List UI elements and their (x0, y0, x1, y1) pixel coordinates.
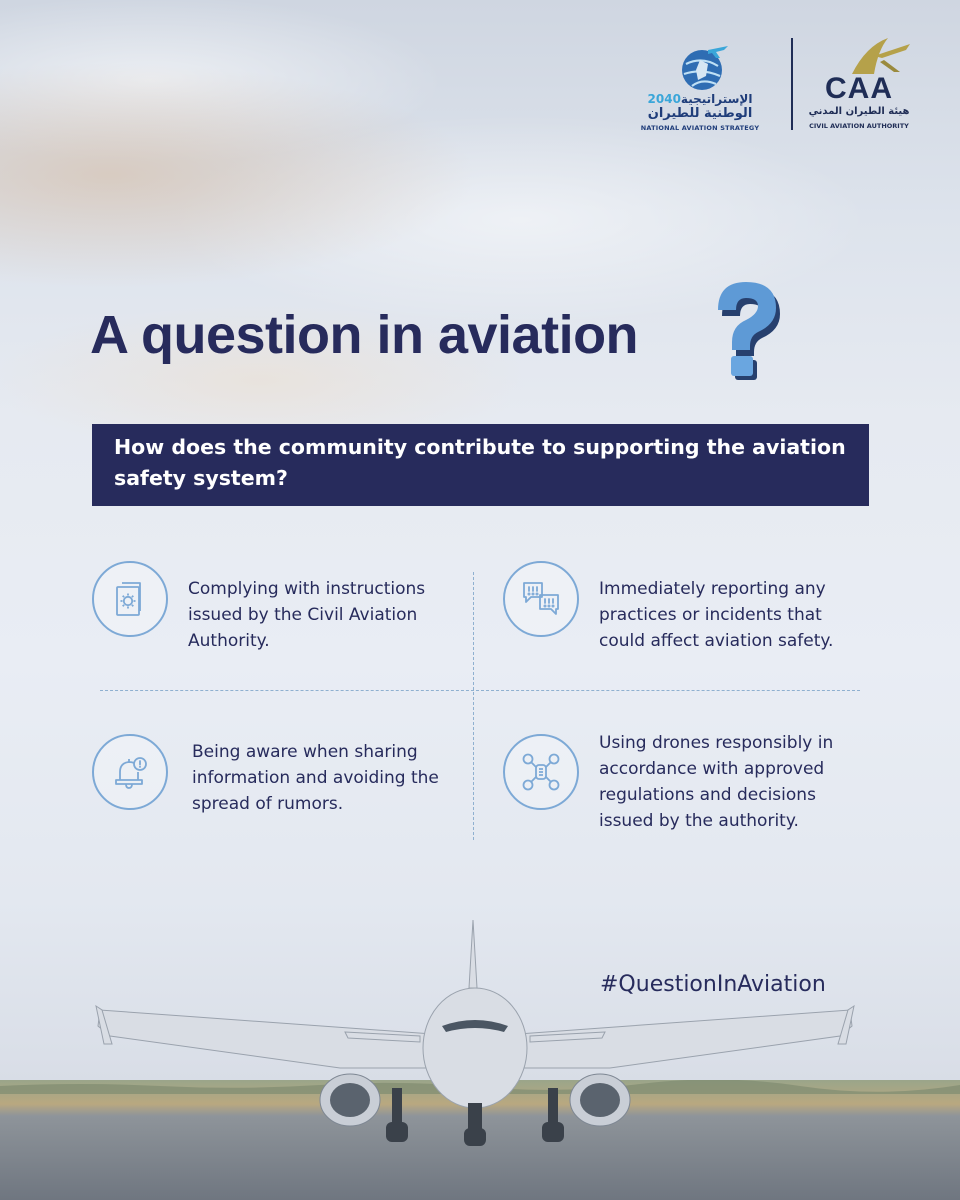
question-text: How does the community contribute to supporting the aviation safety system? (114, 435, 846, 490)
tip-text: Using drones responsibly in accordance with approved regulations and decisions issued by the authority. (599, 733, 834, 831)
question-mark-icon (704, 276, 786, 384)
tip-text: Immediately reporting any practices or incidents that could affect aviation safety. (599, 579, 834, 651)
page-title: A question in aviation (90, 305, 639, 365)
document-gear-icon (92, 561, 168, 637)
vertical-divider (473, 572, 474, 840)
caa-english-name: CIVIL AVIATION AUTHORITY (809, 122, 909, 130)
bell-alert-icon (92, 734, 168, 810)
chat-report-icon (503, 561, 579, 637)
strategy-year: 2040 (647, 92, 681, 106)
caa-logo (800, 36, 918, 136)
caa-arabic-name: هيئة الطيران المدني (808, 106, 910, 117)
strategy-english-title: NATIONAL AVIATION STRATEGY (640, 124, 760, 132)
tip-text: Complying with instructions issued by the Civil Aviation Authority. (188, 579, 426, 651)
strategy-arabic-title: الإستراتيجية2040 (647, 92, 753, 106)
hashtag: #QuestionInAviation (600, 972, 826, 997)
national-aviation-strategy-logo (620, 42, 780, 142)
globe-plane-icon (678, 42, 730, 94)
header-logos (620, 32, 920, 142)
horizontal-divider (100, 690, 860, 691)
caa-plane-mark-icon (848, 36, 914, 76)
logo-divider (791, 38, 793, 130)
caa-acronym: CAA (825, 72, 893, 105)
tip-text: Being aware when sharing information and avoiding the spread of rumors. (192, 742, 439, 814)
airplane-illustration (90, 918, 860, 1148)
question-banner (92, 424, 869, 506)
strategy-arabic-subtitle: الوطنية للطيران (647, 106, 753, 121)
drone-icon (503, 734, 579, 810)
